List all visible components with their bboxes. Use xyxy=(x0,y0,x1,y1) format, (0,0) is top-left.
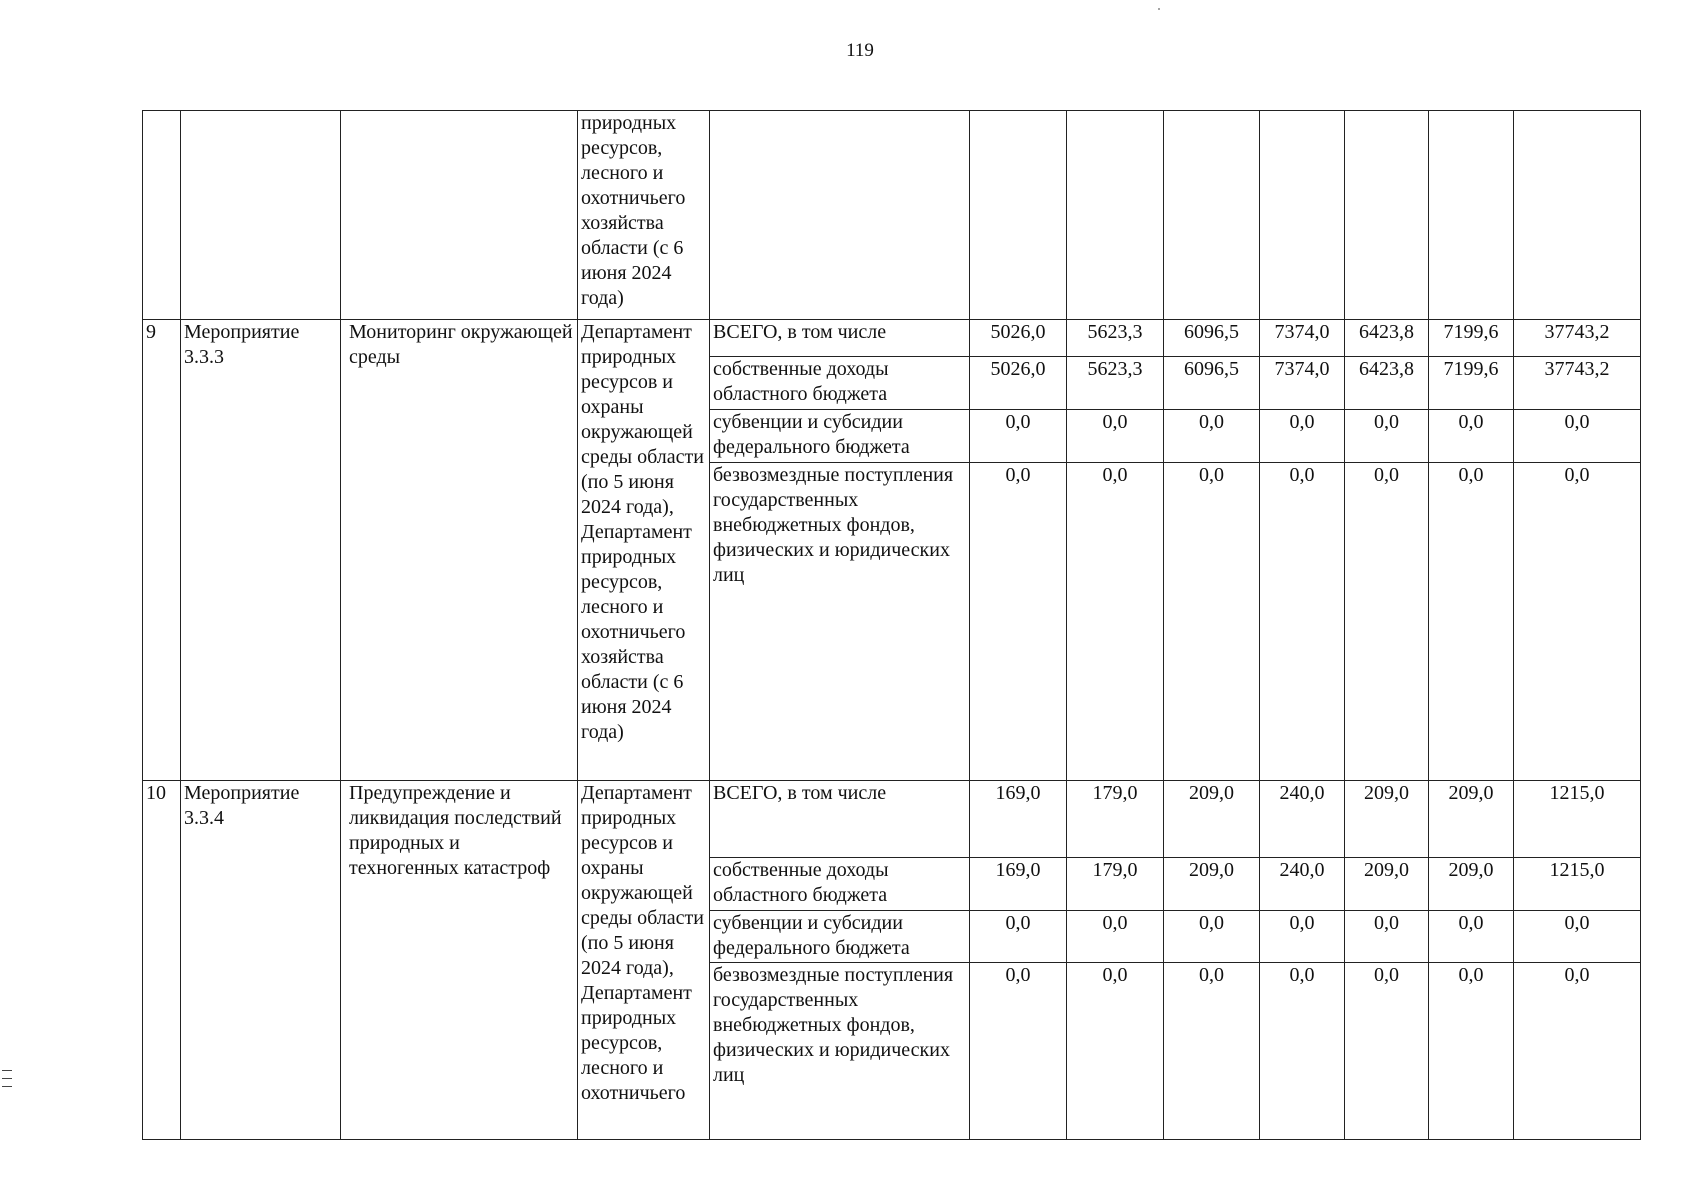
cell-value xyxy=(1067,111,1164,320)
cell-department: природных ресурсов, лесного и охотничьего хозяйства области (с 6 июня 2024 года) xyxy=(578,111,710,320)
cell-value: 0,0 xyxy=(1067,963,1164,1140)
cell-value: 0,0 xyxy=(1067,463,1164,781)
cell-value: 0,0 xyxy=(1429,410,1514,463)
cell-source: субвенции и субсидии федерального бюджета xyxy=(710,410,970,463)
cell-department: Департамент природных ресурсов и охраны окружающей среды области (по 5 июня 2024 года), Департамент природных ресурсов, лесного и охотничьего хозяйства области (с 6 июня 2024 года) xyxy=(578,320,710,781)
cell-value: 6096,5 xyxy=(1164,320,1260,357)
table-row xyxy=(143,781,1641,858)
cell-value: 209,0 xyxy=(1345,781,1429,858)
scan-speck xyxy=(1158,8,1160,10)
cell-value: 7199,6 xyxy=(1429,320,1514,357)
cell-source: собственные доходы областного бюджета xyxy=(710,858,970,911)
cell-value: 209,0 xyxy=(1164,858,1260,911)
cell-value: 7374,0 xyxy=(1260,357,1345,410)
cell-value: 0,0 xyxy=(970,911,1067,963)
cell-value: 179,0 xyxy=(1067,858,1164,911)
cell-value: 1215,0 xyxy=(1514,781,1641,858)
cell-value: 169,0 xyxy=(970,781,1067,858)
cell-no: 9 xyxy=(143,320,181,781)
cell-event: Мероприятие 3.3.4 xyxy=(181,781,341,1140)
cell-value: 209,0 xyxy=(1429,781,1514,858)
cell-value: 0,0 xyxy=(1429,911,1514,963)
cell-value: 169,0 xyxy=(970,858,1067,911)
cell-value: 0,0 xyxy=(1514,911,1641,963)
cell-event xyxy=(181,111,341,320)
cell-value: 0,0 xyxy=(1345,911,1429,963)
cell-value: 5623,3 xyxy=(1067,357,1164,410)
cell-value: 179,0 xyxy=(1067,781,1164,858)
cell-value: 7374,0 xyxy=(1260,320,1345,357)
cell-value: 240,0 xyxy=(1260,858,1345,911)
cell-value: 209,0 xyxy=(1164,781,1260,858)
cell-event: Мероприятие 3.3.3 xyxy=(181,320,341,781)
cell-value: 0,0 xyxy=(1514,963,1641,1140)
cell-name xyxy=(341,111,578,320)
cell-value: 6423,8 xyxy=(1345,320,1429,357)
cell-value xyxy=(1345,111,1429,320)
cell-value: 0,0 xyxy=(1514,463,1641,781)
cell-value: 0,0 xyxy=(1345,463,1429,781)
cell-value: 7199,6 xyxy=(1429,357,1514,410)
cell-name: Мониторинг окружающей среды xyxy=(341,320,578,781)
cell-no xyxy=(143,111,181,320)
cell-value: 0,0 xyxy=(1164,963,1260,1140)
cell-source: безвозмездные поступления государственных внебюджетных фондов, физических и юридических лиц xyxy=(710,463,970,781)
table-row xyxy=(143,320,1641,357)
cell-value: 0,0 xyxy=(1345,963,1429,1140)
page-number: 119 xyxy=(846,40,874,61)
cell-value: 209,0 xyxy=(1345,858,1429,911)
cell-value: 6096,5 xyxy=(1164,357,1260,410)
cell-source: собственные доходы областного бюджета xyxy=(710,357,970,410)
cell-source: ВСЕГО, в том числе xyxy=(710,320,970,357)
cell-value: 0,0 xyxy=(1514,410,1641,463)
cell-value: 0,0 xyxy=(1260,463,1345,781)
cell-value: 6423,8 xyxy=(1345,357,1429,410)
cell-source: безвозмездные поступления государственных внебюджетных фондов, физических и юридических лиц xyxy=(710,963,970,1140)
table-row-continuation xyxy=(143,111,1641,320)
cell-value xyxy=(1429,111,1514,320)
cell-value xyxy=(1164,111,1260,320)
cell-value: 209,0 xyxy=(1429,858,1514,911)
cell-value: 0,0 xyxy=(1067,410,1164,463)
budget-table xyxy=(142,110,1641,1140)
scan-edge-marks xyxy=(2,1070,12,1094)
cell-value: 1215,0 xyxy=(1514,858,1641,911)
cell-value: 0,0 xyxy=(1260,410,1345,463)
cell-value: 37743,2 xyxy=(1514,320,1641,357)
cell-value: 0,0 xyxy=(1164,410,1260,463)
cell-source: субвенции и субсидии федерального бюджета xyxy=(710,911,970,963)
cell-value: 240,0 xyxy=(1260,781,1345,858)
cell-value: 0,0 xyxy=(1067,911,1164,963)
cell-value: 0,0 xyxy=(1429,463,1514,781)
cell-value: 37743,2 xyxy=(1514,357,1641,410)
cell-value: 0,0 xyxy=(1260,911,1345,963)
cell-value: 0,0 xyxy=(1345,410,1429,463)
cell-value xyxy=(1514,111,1641,320)
cell-source xyxy=(710,111,970,320)
cell-value: 0,0 xyxy=(970,463,1067,781)
cell-no: 10 xyxy=(143,781,181,1140)
cell-source: ВСЕГО, в том числе xyxy=(710,781,970,858)
cell-department: Департамент природных ресурсов и охраны окружающей среды области (по 5 июня 2024 года), Департамент природных ресурсов, лесного и охотничьего xyxy=(578,781,710,1140)
cell-value: 5623,3 xyxy=(1067,320,1164,357)
cell-value: 5026,0 xyxy=(970,357,1067,410)
cell-name: Предупреждение и ликвидация последствий природных и техногенных катастроф xyxy=(341,781,578,1140)
cell-value: 0,0 xyxy=(970,410,1067,463)
cell-value: 5026,0 xyxy=(970,320,1067,357)
cell-value xyxy=(970,111,1067,320)
cell-value: 0,0 xyxy=(1429,963,1514,1140)
cell-value: 0,0 xyxy=(1164,911,1260,963)
cell-value: 0,0 xyxy=(1260,963,1345,1140)
cell-value: 0,0 xyxy=(1164,463,1260,781)
cell-value: 0,0 xyxy=(970,963,1067,1140)
cell-value xyxy=(1260,111,1345,320)
